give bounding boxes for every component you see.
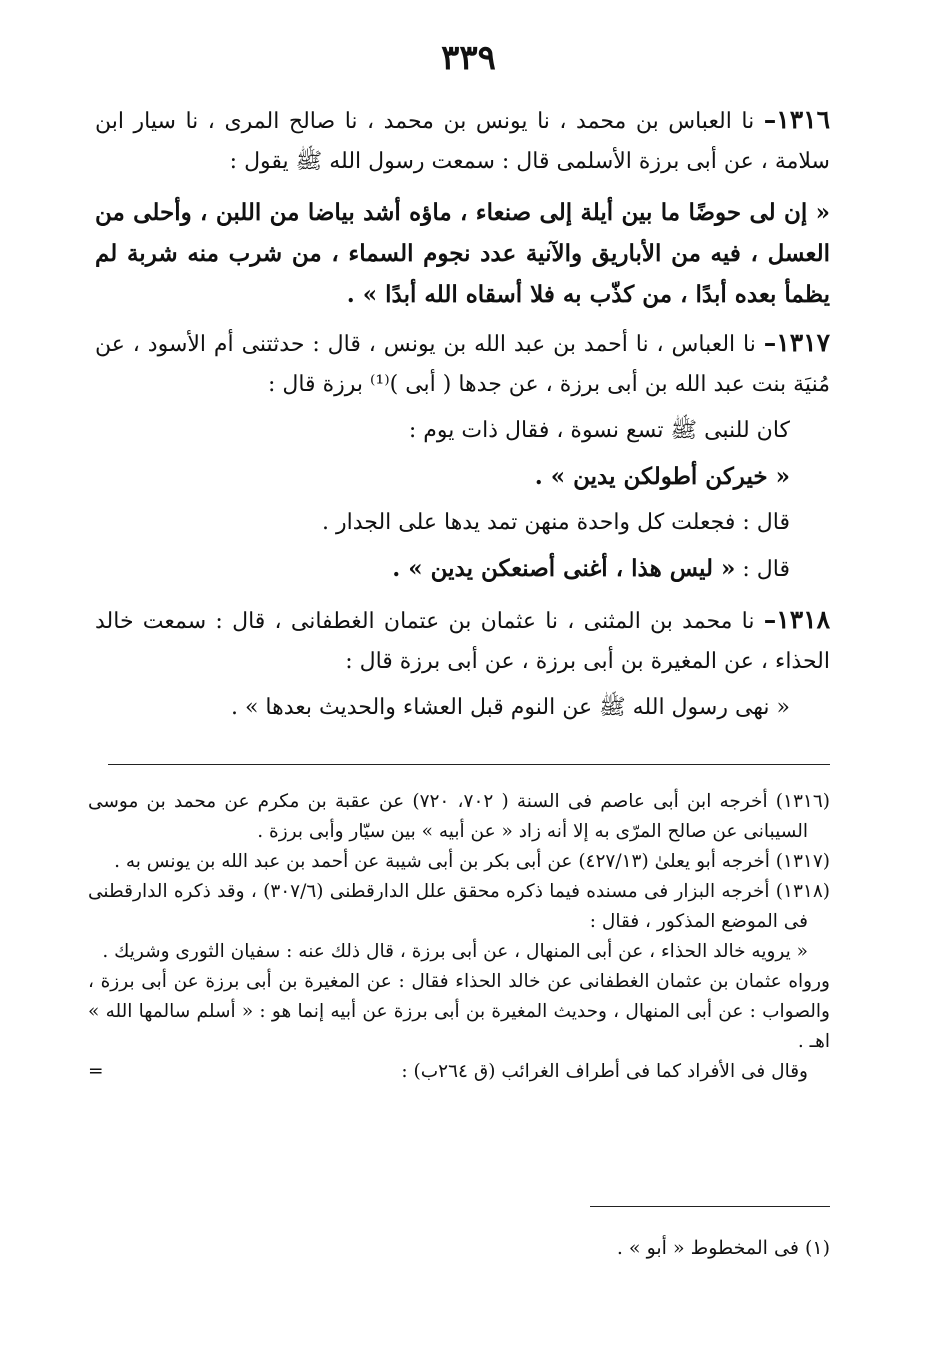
- note-1317: (١٣١٧) أخرجه أبو يعلىٰ (٤٢٧/١٣) عن أبى بكر بن أبى شيبة عن أحمد بن عبد الله بن يونس به .: [114, 851, 830, 872]
- hadith-1317-line1: كان للنبى ﷺ تسع نسوة ، فقال ذات يوم :: [408, 418, 790, 443]
- note-quote-2: ورواه عثمان بن عثمان الغطفانى عن خالد الحذاء فقال : عن المغيرة بن أبى برزة عن أبى برزة ، والصواب : عن أبى المنهال ، وحديث المغيرة بن أبى برزة عن أبيه إنما هو : « أسلم سالمها الله » اهـ .: [88, 971, 830, 1052]
- note-quote-3: وقال فى الأفراد كما فى أطراف الغرائب (ق ٢٦٤ب) : =: [88, 1057, 830, 1087]
- hadith-1317-line3: قال : « ليس هذا ، أغنى أصنعكن يدين » .: [392, 555, 790, 582]
- hadith-1318-isnad: ١٣١٨– نا محمد بن المثنى ، نا عثمان بن عتمان الغطفانى ، قال : سمعت خالد الحذاء ، عن المغيرة بن أبى برزة ، عن أبى برزة قال :: [95, 605, 830, 674]
- hadith-1317-quote1: « خيركن أطولكن يدين » .: [534, 463, 790, 490]
- hadith-1317-isnad: ١٣١٧– نا العباس ، نا أحمد بن عبد الله بن يونس ، قال : حدثتنى أم الأسود ، عن مُنيَة بنت عبد الله بن أبى برزة ، عن جدها ( أبى )⁽¹⁾ برزة قال :: [95, 328, 830, 397]
- continuation-mark: =: [88, 1061, 104, 1082]
- note-1316: (١٣١٦) أخرجه ابن أبى عاصم فى السنة ( ٧٠٢، ٧٢٠) عن عقبة بن مكرم عن محمد بن موسى السيبانى عن صالح المرّى به إلا أنه زاد « عن أبيه » بين سيّار وأبى برزة .: [88, 791, 830, 842]
- hadith-1316-isnad: ١٣١٦– نا العباس بن محمد ، نا يونس بن محمد ، نا صالح المرى ، نا سيار ابن سلامة ، عن أبى برزة الأسلمى قال : سمعت رسول الله ﷺ يقول :: [95, 105, 831, 174]
- note-quote-1: « يرويه خالد الحذاء ، عن أبى المنهال ، عن أبى برزة ، قال ذلك عنه : سفيان الثورى وشريك .: [102, 941, 808, 962]
- hadith-1316-matn: « إن لى حوضًا ما بين أيلة إلى صنعاء ، ماؤه أشد بياضا من اللبن ، وأحلى من العسل ، فيه من الأباريق والآنية عدد نجوم السماء ، من شرب منه شربة لم يظمأ بعده أبدًا ، من كذّب به فلا أسقاه الله أبدًا » .: [95, 199, 830, 308]
- hadith-1317-line2: قال : فجعلت كل واحدة منهن تمد يدها على الجدار .: [321, 510, 790, 535]
- main-text: [95, 100, 830, 728]
- hadith-number-1317: ١٣١٧–: [763, 328, 830, 357]
- hadith-1318-matn: « نهى رسول الله ﷺ عن النوم قبل العشاء والحديث بعدها » .: [230, 695, 790, 720]
- hadith-number-1318: ١٣١٨–: [763, 605, 830, 634]
- hadith-number-1316: ١٣١٦–: [763, 105, 831, 134]
- hadith-1317-quote2: « ليس هذا ، أغنى أصنعكن يدين » .: [392, 555, 736, 582]
- takhrij-notes: [88, 787, 830, 1087]
- page-number: ٣٣٩: [441, 38, 496, 78]
- notes-divider: [108, 764, 830, 765]
- footnote: (١) فى المخطوط « أبو » .: [616, 1237, 830, 1259]
- note-1318: (١٣١٨) أخرجه البزار فى مسنده فيما ذكره محقق علل الدارقطنى (٣٠٧/٦) ، وقد ذكره الدارقطنى فى الموضع المذكور ، فقال :: [88, 881, 830, 932]
- footnote-divider: [590, 1206, 830, 1207]
